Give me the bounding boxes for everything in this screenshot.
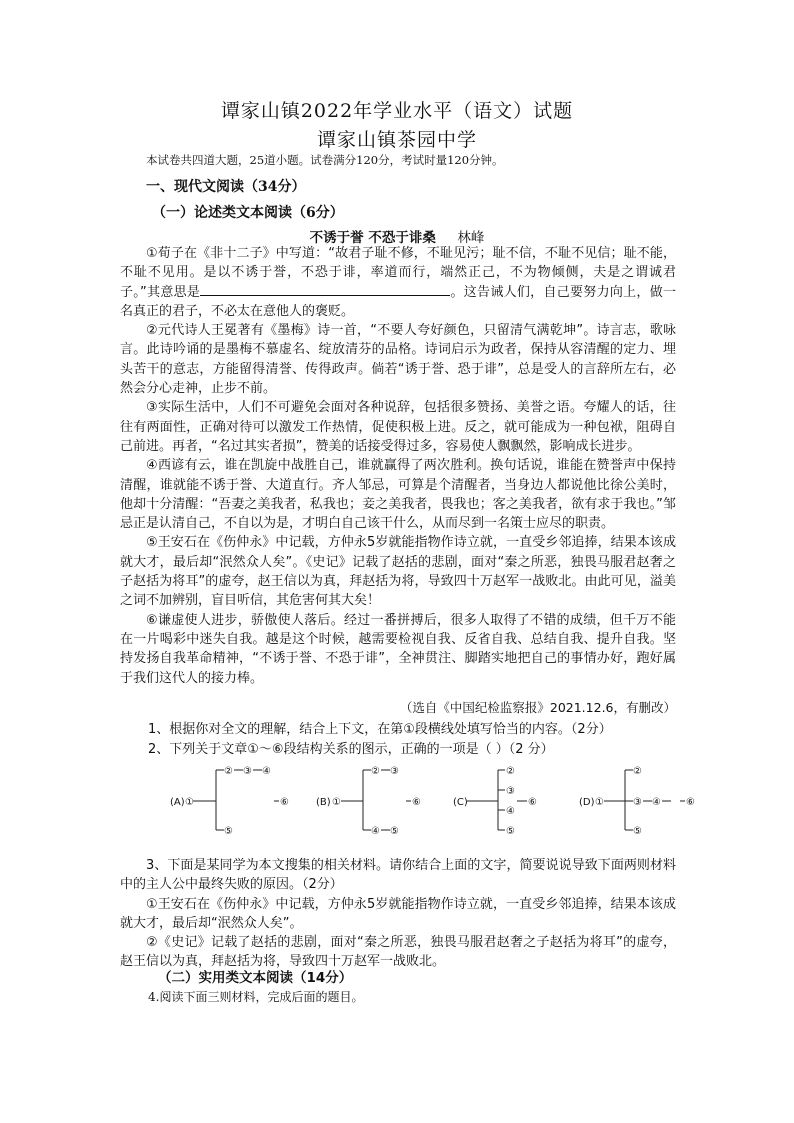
article-author: 林峰 xyxy=(457,230,485,246)
question-3-stem: 3、下面是某同学为本文搜集的相关材料。请你结合上面的文字，简要说说导致下面两则材料中的主人公中最终失败的原因。（2分） xyxy=(120,858,676,893)
paragraph-6: ⑥谦虚使人进步，骄傲使人落后。经过一番拼搏后，很多人取得了不错的成绩，但千万不能在一片喝彩中迷失自我。越是这个时候，越需要检视自我、反省自我、总结自我、提升自我。坚持发扬自我革命精神，“不诱于誉、不恐于诽”，全神贯注、脚踏实地把自己的事情办好，跑好属于我们这代人的接力棒。 xyxy=(120,612,676,686)
node: ① xyxy=(332,797,341,808)
node: ③ xyxy=(243,766,252,777)
paragraph-5: ⑤王安石在《伤仲永》中记载，方仲永5岁就能指物作诗立就，一直受乡邻追捧，结果本该成就大才，最后却“泯然众人矣”。《史记》记载了赵括的悲剧，面对“秦之所恶，独畏马服君赵奢之子赵括为将耳”的虚夸，赵王信以为真，拜赵括为将，导致四十万赵军一战败北。由此可见，溢美之词不加辨别，盲目听信，其危害何其大矣！ xyxy=(120,535,676,609)
node: ⑤ xyxy=(633,826,642,837)
question-4: 4.阅读下面三则材料，完成后面的题目。 xyxy=(148,990,364,1004)
section-heading-practical: （二）实用类文本阅读（14分） xyxy=(158,970,353,986)
section-heading-reading: 一、现代文阅读（34分） xyxy=(146,179,306,195)
question-2: 2、下列关于文章①～⑥段结构关系的图示，正确的一项是（ ）（2 分） xyxy=(148,742,554,757)
article-title-line xyxy=(0,226,794,246)
node: ⑥ xyxy=(280,797,289,808)
node: ④ xyxy=(652,797,661,808)
question-3-material-2: ②《史记》记载了赵括的悲剧，面对“秦之所恶，独畏马服君赵奢之子赵括为将耳”的虚夸，赵王信以为真，拜赵括为将，导致四十万赵军一战败北。 xyxy=(120,935,676,970)
node: ④ xyxy=(262,766,271,777)
school-name: 谭家山镇茶园中学 xyxy=(316,129,477,151)
question-1: 1、根据你对全文的理解，结合上下文，在第①段横线处填写恰当的内容。（2分） xyxy=(148,722,612,737)
node: ③ xyxy=(633,797,642,808)
node: ① xyxy=(185,797,194,808)
node: ⑤ xyxy=(506,826,515,837)
node: ④ xyxy=(506,806,515,817)
question-3-material-1: ①王安石在《伤仲永》中记载，方仲永5岁就能指物作诗立就，一直受乡邻追捧，结果本该成就大才，最后却“泯然众人矣”。 xyxy=(120,896,676,931)
option-label: (A) xyxy=(170,797,185,808)
node: ② xyxy=(371,766,380,777)
paragraph-2: ②元代诗人王冕著有《墨梅》诗一首，“不要人夸好颜色，只留清气满乾坤”。诗言志，歌咏言。此诗吟诵的是墨梅不慕虚名、绽放清芬的品格。诗词启示为政者，保持从容清醒的定力、埋头苦干的意志，方能留得清誉、传得政声。倘若“诱于誉、恐于诽”，总是受人的言辞所左右，必然会分心走神，止步不前。 xyxy=(120,323,676,397)
article-title: 不诱于誉 不恐于诽桑 xyxy=(309,230,436,246)
structure-diagrams xyxy=(166,760,706,842)
option-label: (C) xyxy=(453,797,468,808)
article-body xyxy=(120,244,676,688)
option-label: (D) xyxy=(579,797,595,808)
node: ⑥ xyxy=(528,797,537,808)
node: ⑥ xyxy=(686,797,695,808)
paragraph-1: ①荀子在《非十二子》中写道：“故君子耻不修，不耻见污；耻不信，不耻不见信；耻不能，不耻不见用。是以不诱于誉，不恐于诽，率道而行，端然正己，不为物倾侧，夫是之谓诚君子。”其意思是 。这告诫人们，自己要努力向上，做一名真正的君子，不必太在意他人的褒贬。 xyxy=(120,246,676,319)
exam-title: 谭家山镇2022年学业水平（语文）试题 xyxy=(220,100,574,122)
node: ① xyxy=(595,797,604,808)
node: ⑤ xyxy=(224,826,233,837)
node: ② xyxy=(224,766,233,777)
node: ② xyxy=(633,766,642,777)
node: ⑥ xyxy=(412,797,421,808)
sub-section-heading: （一）论述类文本阅读（6分） xyxy=(152,205,344,221)
exam-instructions: 本试卷共四道大题，25道小题。试卷满分120分，考试时量120分钟。 xyxy=(146,153,504,167)
node: ③ xyxy=(506,786,515,797)
paragraph-3: ③实际生活中，人们不可避免会面对各种说辞，包括很多赞扬、美誉之语。夸耀人的话，往往有两面性，正确对待可以激发工作热情，促使积极上进。反之，就可能成为一种包袱，阻碍自己前进。再者，“名过其实者损”，赞美的话接受得过多，容易使人飘飘然，影响成长进步。 xyxy=(120,400,676,454)
node: ⑤ xyxy=(390,826,399,837)
answer-blank[interactable] xyxy=(200,283,450,296)
node: ② xyxy=(506,766,515,777)
option-label: (B) xyxy=(316,797,331,808)
node: ③ xyxy=(390,766,399,777)
node: ④ xyxy=(371,826,380,837)
article-source: （选自《中国纪检监察报》2021.12.6，有删改） xyxy=(399,700,676,715)
paragraph-4: ④西谚有云，谁在凯旋中战胜自己，谁就赢得了两次胜利。换句话说，谁能在赞誉声中保持清醒，谁就能不诱于誉、大道直行。齐人邹忌，可算是个清醒者，当身边人都说他比徐公美时，他却十分清醒：“吾妻之美我者，私我也；妾之美我者，畏我也；客之美我者，欲有求于我也。”邹忌正是认清自己，不自以为是，才明白自己该干什么，从而尽到一名策士应尽的职责。 xyxy=(120,458,676,532)
question-3 xyxy=(120,856,676,972)
